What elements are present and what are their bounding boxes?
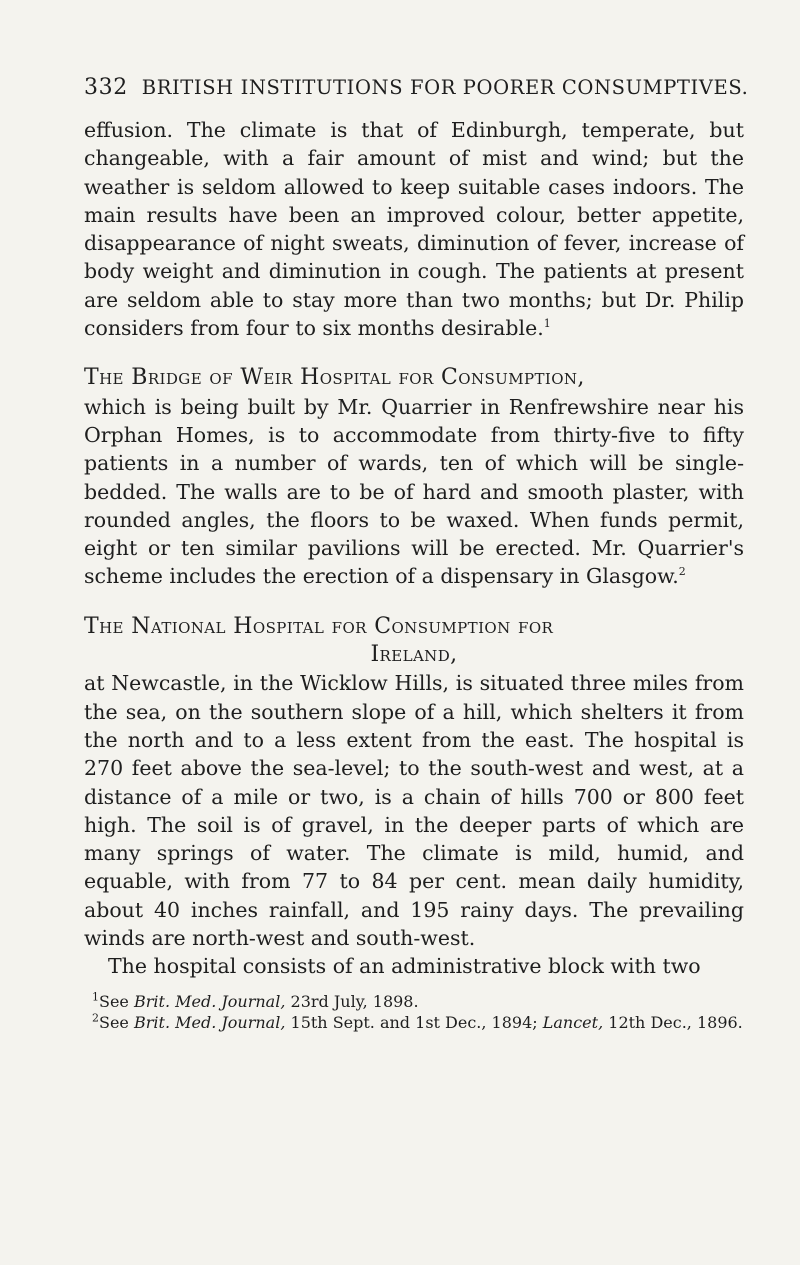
- paragraph-administrative-block: The hospital consists of an administrative block with two: [108, 954, 701, 979]
- footnote-text: 15th Sept. and 1st Dec., 1894;: [285, 1012, 543, 1032]
- running-title: BRITISH INSTITUTIONS FOR POORER CONSUMPTIVES.: [141, 76, 749, 99]
- paragraph-text: effusion. The climate is that of Edinburgh, temperate, but changeable, with a fair amount of mist and wind; but the weather is seldom allowed to keep suitable cases indoors. The main results have been an improved colour, better appetite, disappearance of night sweats, diminution of fever, increase of body weight and diminution in cough. The patients at present are seldom able to stay more than two months; but Dr. Philip considers from four to six months desirable.: [84, 118, 744, 341]
- paragraph-bridge-of-weir: [84, 393, 744, 591]
- paragraph-national-hospital: at Newcastle, in the Wicklow Hills, is situated three miles from the sea, on the southern slope of a hill, which shelters it from the north and to a less extent from the east. The hospital is 270 feet above the sea-level; to the south-west and west, at a distance of a mile or two, is a chain of hills 700 or 800 feet high. The soil is of gravel, in the deeper parts of which are many springs of water. The climate is mild, humid, and equable, with from 77 to 84 per cent. mean daily humidity, about 40 inches rainfall, and 195 rainy days. The prevailing winds are north-west and south-west.: [84, 671, 744, 951]
- footnote-journal: Brit. Med. Journal,: [133, 991, 286, 1011]
- footnote-ref: 2: [678, 565, 686, 579]
- heading-line: The National Hospital for Consumption for: [84, 613, 554, 639]
- footnote-1: [84, 991, 744, 1012]
- footnote-text: 12th Dec., 1896.: [603, 1012, 743, 1032]
- footnote-number: 2: [92, 1011, 99, 1025]
- running-head: [84, 74, 749, 102]
- page-number: 332: [84, 75, 128, 100]
- footnote-2: [84, 1012, 744, 1033]
- footnote-number: 1: [92, 990, 99, 1004]
- footnotes: [84, 991, 744, 1033]
- footnote-journal: Lancet,: [542, 1012, 604, 1032]
- footnote-ref: 1: [543, 317, 551, 331]
- footnote-text: 23rd July, 1898.: [285, 991, 419, 1011]
- footnote-text: See: [99, 1012, 134, 1032]
- footnote-text: See: [99, 991, 134, 1011]
- heading-line: Ireland,: [370, 642, 458, 668]
- footnote-journal: Brit. Med. Journal,: [133, 1012, 286, 1032]
- paragraph-text: which is being built by Mr. Quarrier in Renfrewshire near his Orphan Homes, is to accommodate from thirty-five to fifty patients in a number of wards, ten of which will be single-bedded. The walls are to be of hard and smooth plaster, with rounded angles, the floors to be waxed. When funds permit, eight or ten similar pavilions will be erected. Mr. Quarrier's scheme includes the erection of a dispensary in Glasgow.: [84, 394, 744, 589]
- section-heading-national-hospital-ireland: [84, 613, 744, 670]
- body-text: [84, 116, 744, 981]
- section-heading-bridge-of-weir: The Bridge of Weir Hospital for Consumption,: [84, 365, 585, 391]
- paragraph-edinburgh-results: [84, 116, 744, 342]
